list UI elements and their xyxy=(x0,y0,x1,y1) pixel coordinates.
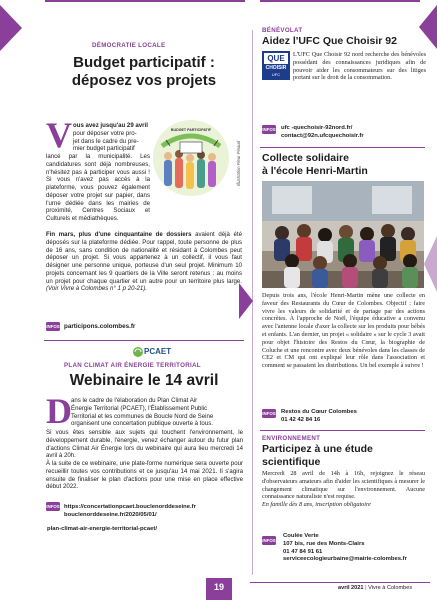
que-choisir-logo-ufc: UFC xyxy=(271,72,281,77)
climat-intro-line: Énergie Territorial (PCAET), l'Établissement Public xyxy=(71,404,208,412)
budget-participatif-illustration xyxy=(150,116,232,200)
climat-dropcap: D xyxy=(46,391,72,431)
democratie-intro-line: mier budget participatif xyxy=(73,145,135,153)
concertation-link[interactable]: https://concertationpcaet.bouclenorddeseine.fr xyxy=(64,504,196,510)
illustration-caption: Illustration Fleur Pinaud xyxy=(236,140,241,186)
democratie-body-wide xyxy=(46,231,242,293)
pcaet-logo-text: PCAET xyxy=(144,347,172,356)
left-edge-chevron-icon xyxy=(0,5,28,51)
climat-body xyxy=(46,429,243,491)
environnement-title xyxy=(262,443,373,468)
benevolat-section-label: BÉNÉVOLAT xyxy=(262,27,303,34)
footer-rule xyxy=(250,582,430,583)
democratie-para-end: avaient déjà été déposés sur la plateforme dédiée. Pour rappel, toute personne de plus de 16 ans, sans condition de nationalité et résidant à Colombes peut déposer un projet. Si vous appartenez à un collectif, il vous faut désigner une personne unique, porteuse d'un seul projet. Minimum 10 projets concernant les 9 quartiers de la Ville seront retenus : au moins un projet pour chaque quartier et un autre pour un territoire plus large. xyxy=(46,231,242,285)
que-choisir-logo-top: QUE xyxy=(264,53,288,64)
school-photo xyxy=(262,181,424,288)
footer-magazine: Vivre à Colombes xyxy=(368,585,413,591)
environnement-title-line2: scientifique xyxy=(262,455,321,468)
democratie-intro-line: pour déposer votre pro- xyxy=(73,129,137,137)
coulee-verte-name: Coulée Verte xyxy=(283,533,319,539)
democratie-divider xyxy=(44,340,244,341)
participons-link[interactable]: participons.colombes.fr xyxy=(64,323,136,330)
environnement-section-label: ENVIRONNEMENT xyxy=(262,435,321,442)
climat-section-label: PLAN CLIMAT AIR ÉNERGIE TERRITORIAL xyxy=(64,362,201,369)
collecte-infos-badge: INFOS xyxy=(262,411,276,416)
climat-infos-badge: INFOS xyxy=(46,504,60,509)
democratie-title xyxy=(44,54,244,89)
benevolat-title: Aidez l'UFC Que Choisir 92 xyxy=(262,35,397,47)
democratie-title-line2: déposez vos projets xyxy=(71,71,217,89)
collecte-divider xyxy=(260,430,425,431)
benevolat-body: L'UFC Que Choisir 92 nord recherche des bénévoles possédant des connaissances juridiques afin de pouvoir aider les consommateurs sur des litiges portant sur le droit de la consommation. xyxy=(293,51,426,82)
footer-date: avril 2021 xyxy=(338,585,364,591)
pcaet-page-link[interactable]: plan-climat-air-energie-territorial-pcaet/ xyxy=(47,526,157,532)
climat-intro-line: ans le cadre de l'élaboration du Plan Climat Air xyxy=(71,397,198,404)
benevolat-infos-badge: INFOS xyxy=(262,127,276,132)
climat-title: Webinaire le 14 avril xyxy=(69,372,219,389)
democratie-dropcap: V xyxy=(46,115,72,155)
environnement-body xyxy=(262,470,425,509)
democratie-intro-line: ous avez jusqu'au 29 avril xyxy=(73,122,148,129)
climat-intro-line: Territorial et les communes de Boucle Nord de Seine xyxy=(71,412,214,420)
democratie-para-main: lancé par la municipalité. Les candidatures sont déjà nombreuses, n'hésitez pas à participer vous aussi ! Si vous n'avez pas accès à la plateforme, vous pouvez également déposer votre projet sur papier, dans l'urne dédiée dans les mairies de proximité, Centres Sociaux et Culturels et médiathèques. xyxy=(46,153,150,222)
collecte-title-line1: Collecte solidaire xyxy=(262,152,349,164)
climat-para2: À la suite de ce webinaire, une plate-forme numérique sera ouverte pour recueillir toutes vos contributions et ce jusqu'au 14 mai 2021. Il s'agira ensuite de finaliser le plan d'actions pour une mise en place effective début 2022. xyxy=(46,460,243,491)
climat-intro-line: organisent une concertation publique ouverte à tous. xyxy=(71,420,213,428)
environnement-title-line1: Participez à une étude xyxy=(262,443,373,455)
ufc-site-link[interactable]: ufc -quechoisir-92nord.fr/ xyxy=(281,125,353,131)
top-accent-bar-right xyxy=(260,0,420,2)
climat-para1: Si vous êtes sensible aux sujets qui touchent l'environnement, le développement durable, l'énergie, venez échanger autour du futur plan d'actions Climat Air Énergie lors du webinaire qui aura lieu mercredi 14 avril à 20h. xyxy=(46,429,243,460)
illustration-badge-text: BUDGET PARTICIPATIF xyxy=(170,128,212,132)
que-choisir-logo xyxy=(262,51,290,80)
benevolat-divider xyxy=(260,147,425,148)
collecte-infos xyxy=(281,408,357,424)
ufc-email-link[interactable]: contact@92n.ufcquechoisir.fr xyxy=(281,133,364,139)
democratie-section-label: DÉMOCRATIE LOCALE xyxy=(92,42,166,49)
right-chevron-small-icon xyxy=(424,236,437,292)
pcaet-logo xyxy=(132,345,172,359)
environnement-infos xyxy=(283,533,407,564)
benevolat-links xyxy=(281,124,364,140)
democratie-infos-badge: INFOS xyxy=(46,324,60,329)
ecologie-email-link[interactable]: serviceecologieurbaine@mairie-colombes.fr xyxy=(283,556,407,563)
democratie-title-line1: Budget participatif : xyxy=(73,54,215,71)
democratie-intro-line: jet dans le cadre du pre- xyxy=(73,137,139,145)
collecte-title-line2: à l'école Henri-Martin xyxy=(262,164,368,177)
coulee-verte-address: 107 bis, rue des Monts-Clairs xyxy=(283,540,365,547)
top-accent-bar-left xyxy=(45,0,245,2)
restos-du-coeur-phone: 01 42 42 84 16 xyxy=(281,417,321,423)
democratie-para-italic: (Voir Vivre à Colombes n° 1 p 20-21). xyxy=(46,285,147,293)
que-choisir-logo-bottom: CHOISIR xyxy=(265,65,287,71)
coulee-verte-phone: 01 47 84 91 61 xyxy=(283,548,323,555)
right-edge-chevron-icon xyxy=(419,5,437,49)
restos-du-coeur-name: Restos du Cœur Colombes xyxy=(281,409,357,415)
page-number-tab xyxy=(206,578,232,600)
page-number: 19 xyxy=(213,582,224,592)
environnement-infos-badge: INFOS xyxy=(262,538,276,543)
democratie-para-bold: Fin mars, plus d'une cinquantaine de dossiers xyxy=(46,231,192,238)
democratie-intro-lines xyxy=(73,122,151,153)
footer-issue xyxy=(338,585,412,591)
collecte-title xyxy=(262,152,368,177)
climat-intro-lines xyxy=(71,397,243,428)
environnement-italic-note: En famille dès 8 ans, inscription obligatoire xyxy=(262,501,371,509)
bouclenord-link[interactable]: bouclenorddeseine.fr/2020/05/01/ xyxy=(64,512,157,518)
democratie-body-narrow xyxy=(46,153,150,231)
environnement-body-text: Mercredi 28 avril de 14h à 16h, rejoignez le réseau d'observateurs amateurs afin d'aider les scientifiques à mesurer le changement climatique sur l'environnement. Aucune connaissance naturaliste n'est requise. xyxy=(262,470,425,501)
collecte-body: Depuis trois ans, l'école Henri-Martin mène une collecte en faveur des Restaurants du Cœur de Colombes. Objectif : faire vivre les valeurs de solidarité et de partage par des actions concrètes. À l'approche de Noël, l'équipe éducative a convenu avec l'antenne locale d'axer la collecte sur les produits pour bébés et enfants. L'an dernier, un projet « solidaire » sur le cycle 3 avait pour objet l'histoire des Restos du Cœur, la biographie de Coluche et une rencontre avec deux bénévoles dans les classes de CE2 et CM qui ont expliqué leur rôle dans l'association et comment se passaient les distributions. Un bel exemple à suivre ! xyxy=(262,292,425,370)
footer-separator: | xyxy=(363,585,369,591)
